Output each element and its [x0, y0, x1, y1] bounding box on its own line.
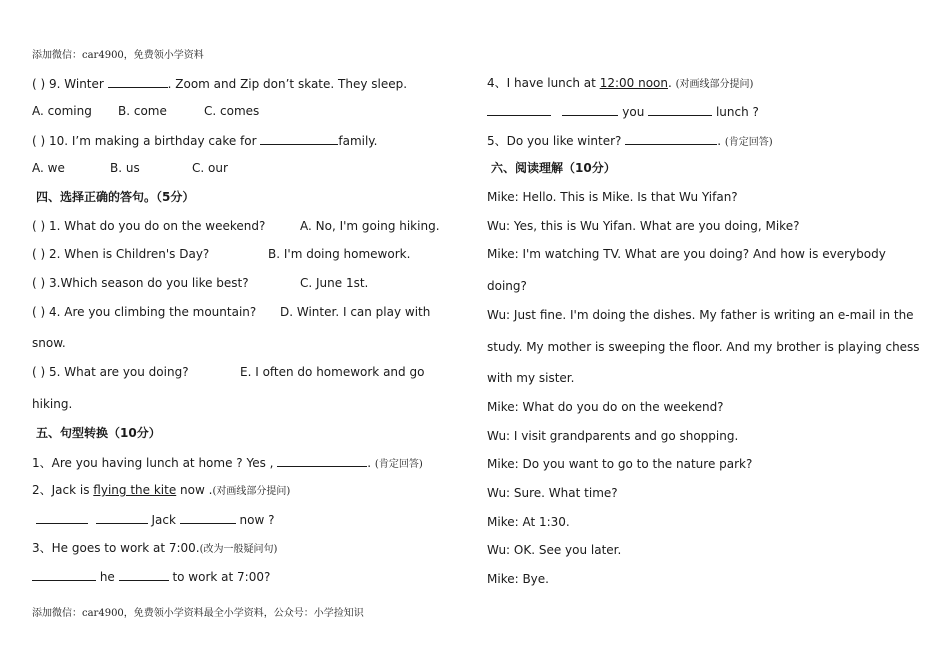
transform-2-text: 2、Jack is — [32, 483, 94, 497]
dialogue-line-6: Wu: I visit grandparents and go shopping. — [487, 429, 739, 443]
section-4-title-text: 四、选择正确的答句。（ — [36, 190, 163, 204]
match-5-continuation: hiking. — [32, 397, 73, 411]
transform-3 — [32, 540, 277, 558]
q9-stem — [32, 75, 407, 92]
dialogue-line-4: Wu: Just fine. I'm doing the dishes. My father is writing an e-mail in the — [487, 308, 914, 322]
transform-4 — [487, 75, 753, 93]
dialogue-line-11: Mike: Bye. — [487, 572, 549, 586]
match-5-question: ( ) 5. What are you doing? — [32, 365, 189, 379]
transform-4-line-a: you — [618, 105, 649, 119]
q9-option-b: B. come — [118, 104, 167, 118]
section-6-title-text: 六、阅读理解（ — [491, 161, 576, 175]
transform-2-blank-2 — [96, 511, 148, 524]
dialogue-line-3-continuation: doing? — [487, 279, 527, 293]
dialogue-line-5: Mike: What do you do on the weekend? — [487, 400, 724, 414]
transform-2-underlined: flying the kite — [93, 483, 177, 497]
section-4-title — [36, 189, 194, 205]
q10-stem-start: ( ) 10. I’m making a birthday cake for — [32, 134, 261, 148]
transform-1-note: (肯定回答) — [374, 459, 423, 470]
q10-option-a: A. we — [32, 161, 65, 175]
header-note: 添加微信：car4900，免费领小学资料 — [32, 50, 204, 61]
transform-2-blank-3 — [180, 511, 236, 524]
transform-1-blank — [277, 454, 367, 467]
section-4-title-end: 分） — [170, 190, 195, 204]
q9-blank — [108, 75, 168, 88]
match-3-question: ( ) 3.Which season do you like best? — [32, 276, 249, 290]
q10-option-b: B. us — [110, 161, 140, 175]
match-4-continuation: snow. — [32, 336, 66, 350]
section-6-score: 10 — [575, 161, 592, 175]
transform-2-line-a: Jack — [147, 513, 180, 527]
match-2-question: ( ) 2. When is Children's Day? — [32, 247, 210, 261]
transform-3-blank-2 — [119, 568, 169, 581]
dialogue-line-9: Mike: At 1:30. — [487, 515, 570, 529]
transform-2-note: (对画线部分提问) — [212, 486, 291, 497]
q10-blank — [260, 132, 338, 145]
dialogue-line-4-continuation-2: with my sister. — [487, 371, 575, 385]
transform-4-underlined: 12:00 noon — [599, 76, 668, 90]
dialogue-line-4-continuation-1: study. My mother is sweeping the floor. And my brother is playing chess — [487, 340, 920, 354]
section-6-title-end: 分） — [591, 161, 616, 175]
q9-stem-start: ( ) 9. Winter — [32, 77, 108, 91]
section-5-title-end: 分） — [136, 426, 161, 440]
dialogue-line-3: Mike: I'm watching TV. What are you doing? And how is everybody — [487, 247, 886, 261]
section-4-score: 5 — [162, 190, 171, 204]
dialogue-line-1: Mike: Hello. This is Mike. Is that Wu Yifan? — [487, 190, 738, 204]
match-5-answer: E. I often do homework and go — [240, 365, 425, 379]
transform-2-answer-line — [36, 511, 274, 528]
dialogue-line-10: Wu: OK. See you later. — [487, 543, 622, 557]
footer-note: 添加微信：car4900，免费领小学资料最全小学资料，公众号：小学捡知识 — [32, 608, 364, 619]
transform-4-text: 4、I have lunch at — [487, 76, 600, 90]
q10-stem — [32, 132, 378, 149]
transform-5-note: (肯定回答) — [724, 137, 773, 148]
q9-option-c: C. comes — [204, 104, 260, 118]
section-5-score: 10 — [120, 426, 137, 440]
match-4-question: ( ) 4. Are you climbing the mountain? — [32, 305, 257, 319]
dialogue-line-7: Mike: Do you want to go to the nature park? — [487, 457, 753, 471]
transform-2-line-b: now ? — [235, 513, 275, 527]
transform-1-end: . — [367, 456, 375, 470]
transform-4-line-b: lunch ? — [712, 105, 759, 119]
transform-3-note: (改为一般疑问句) — [199, 544, 278, 555]
transform-5-text: 5、Do you like winter? — [487, 134, 626, 148]
transform-1-text: 1、Are you having lunch at home ? Yes , — [32, 456, 278, 470]
match-3-answer: C. June 1st. — [300, 276, 369, 290]
transform-3-line-b: to work at 7:00? — [168, 570, 271, 584]
transform-2-end: now . — [176, 483, 213, 497]
section-5-title-text: 五、句型转换（ — [36, 426, 121, 440]
transform-4-end: . — [667, 76, 676, 90]
transform-4-answer-line — [487, 103, 759, 120]
q10-option-c: C. our — [192, 161, 228, 175]
transform-3-blank-1 — [32, 568, 96, 581]
transform-4-note: (对画线部分提问) — [675, 79, 754, 90]
transform-2 — [32, 482, 290, 500]
match-2-answer: B. I'm doing homework. — [268, 247, 411, 261]
dialogue-line-8: Wu: Sure. What time? — [487, 486, 618, 500]
q9-stem-end: . Zoom and Zip don’t skate. They sleep. — [167, 77, 408, 91]
transform-4-blank-3 — [648, 103, 712, 116]
section-6-title — [491, 160, 616, 176]
transform-5-blank — [625, 132, 717, 145]
match-1-answer: A. No, I'm going hiking. — [300, 219, 440, 233]
transform-3-answer-line — [32, 568, 270, 585]
transform-4-blank-2 — [562, 103, 618, 116]
q9-option-a: A. coming — [32, 104, 92, 118]
transform-5-end: . — [717, 134, 725, 148]
transform-2-blank-1 — [36, 511, 88, 524]
match-4-answer: D. Winter. I can play with — [280, 305, 431, 319]
transform-3-text: 3、He goes to work at 7:00. — [32, 541, 200, 555]
match-1-question: ( ) 1. What do you do on the weekend? — [32, 219, 266, 233]
transform-1 — [32, 454, 423, 473]
transform-5 — [487, 132, 773, 151]
section-5-title — [36, 425, 161, 441]
q10-stem-end: family. — [338, 134, 378, 148]
transform-4-blank-1 — [487, 103, 551, 116]
transform-3-line-a: he — [96, 570, 119, 584]
dialogue-line-2: Wu: Yes, this is Wu Yifan. What are you doing, Mike? — [487, 219, 800, 233]
